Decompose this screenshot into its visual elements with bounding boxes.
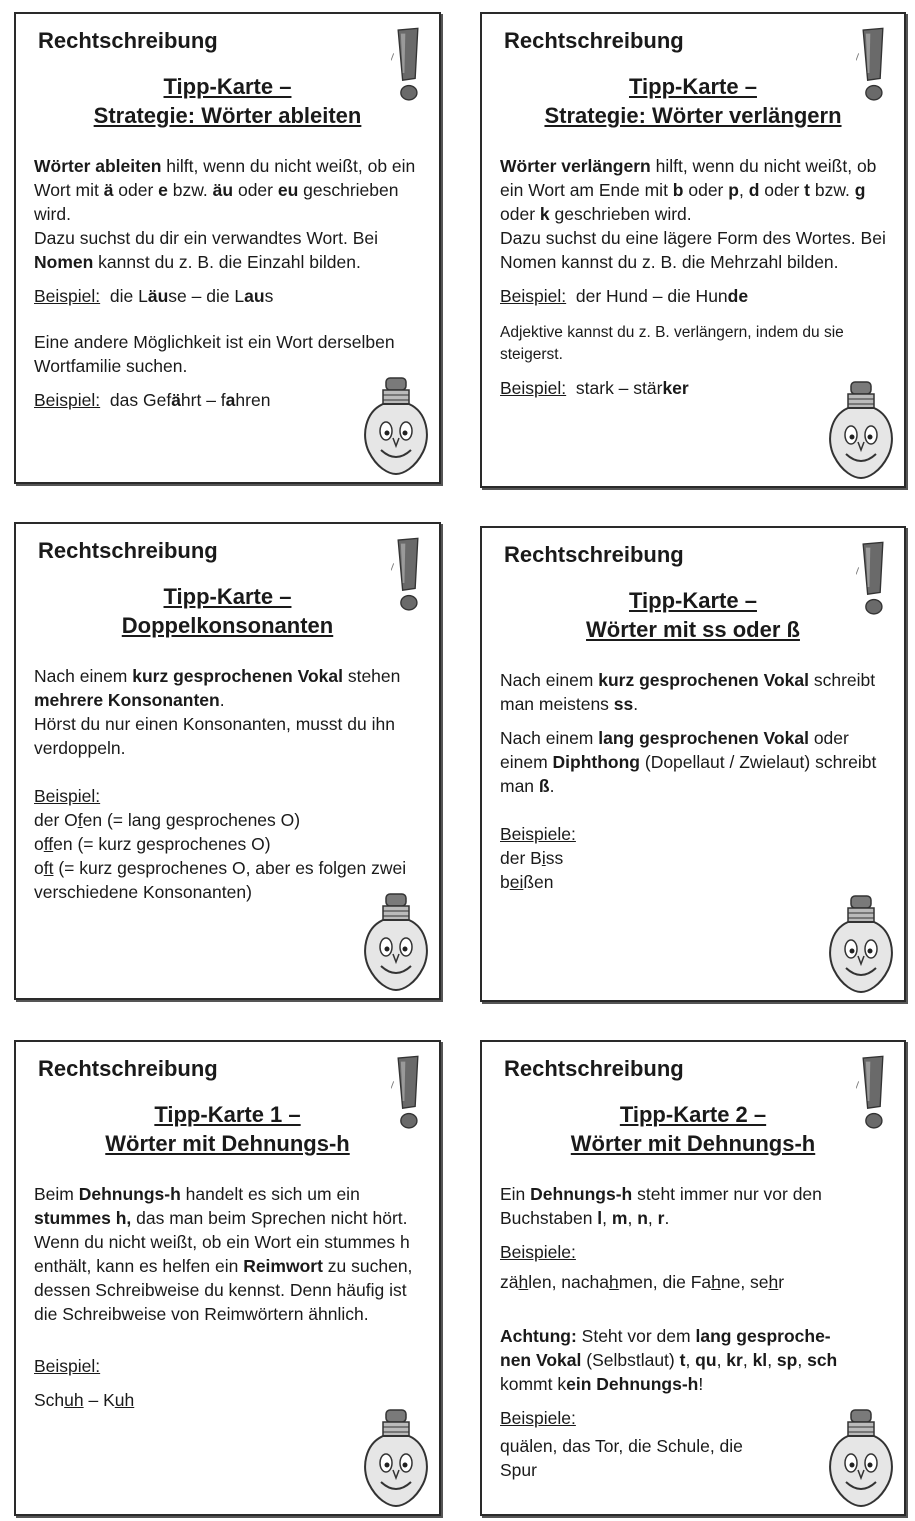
card-header: Rechtschreibung	[38, 1056, 218, 1081]
tip-card-ss-oder-sz	[480, 526, 906, 1002]
example-line: oft (= kurz gesprochenes O, aber es folgen zwei verschiedene Konsonanten)	[34, 858, 407, 902]
example: Beispiel: die Läuse – die Laus	[34, 286, 274, 306]
example-label: Beispiele:	[500, 1408, 576, 1428]
paragraph: Adjektive kannst du z. B. verlängern, indem du sie steigerst.	[500, 324, 844, 363]
example-label: Beispiel:	[34, 786, 101, 806]
example: Beispiel: der Hund – die Hunde	[500, 286, 749, 306]
example-label: Beispiele:	[500, 1242, 576, 1262]
lightbulb-face-icon	[824, 894, 898, 994]
example-line: offen (= kurz gesprochenes O)	[34, 834, 271, 854]
paragraph: Eine andere Möglichkeit ist ein Wort derselben Wortfamilie suchen.	[34, 332, 395, 376]
paragraph: Beim Dehnungs-h handelt es sich um ein stummes h, das man beim Sprechen nicht hört. Wenn du nicht weißt, ob ein Wort ein stummes h enthält, kann es helfen ein Reimwort zu suchen, dessen Schreibweise du kennst. Denn häufig ist die Schreibweise von Reimwörtern ähnlich.	[34, 1184, 413, 1324]
paragraph: Wörter ableiten hilft, wenn du nicht weißt, ob ein Wort mit ä oder e bzw. äu oder eu geschrieben wird.	[34, 156, 416, 224]
example-line: Schuh – Kuh	[34, 1390, 135, 1410]
lightbulb-face-icon	[359, 1408, 433, 1508]
lightbulb-face-icon	[359, 376, 433, 476]
example: Beispiel: das Gefährt – fahren	[34, 390, 271, 410]
card-title: Tipp-Karte 1 – Wörter mit Dehnungs-h	[105, 1102, 350, 1156]
example-label: Beispiele:	[500, 824, 576, 844]
example-label: Beispiel:	[34, 1356, 101, 1376]
lightbulb-face-icon	[824, 380, 898, 480]
card-header: Rechtschreibung	[38, 28, 218, 53]
card-title: Tipp-Karte – Wörter mit ss oder ß	[586, 588, 800, 642]
card-body	[500, 668, 886, 894]
card-header: Rechtschreibung	[504, 28, 684, 53]
card-header: Rechtschreibung	[504, 1056, 684, 1081]
example-line: quälen, das Tor, die Schule, die Spur	[500, 1436, 743, 1480]
lightbulb-face-icon	[824, 1408, 898, 1508]
card-body	[34, 664, 421, 904]
paragraph: Nach einem kurz gesprochenen Vokal stehen mehrere Konsonanten.	[34, 666, 401, 710]
example: Beispiel: stark – stärker	[500, 378, 689, 398]
card-body	[34, 1182, 421, 1412]
card-title: Tipp-Karte – Strategie: Wörter verlängern	[544, 74, 842, 128]
card-title: Tipp-Karte – Doppelkonsonanten	[121, 584, 334, 638]
paragraph: Nach einem kurz gesprochenen Vokal schreibt man meistens ss.	[500, 670, 876, 714]
card-header: Rechtschreibung	[504, 542, 684, 567]
paragraph: Dazu suchst du dir ein verwandtes Wort. Bei Nomen kannst du z. B. die Einzahl bilden.	[34, 228, 379, 272]
example-line: zählen, nachahmen, die Fahne, sehr	[500, 1272, 785, 1292]
card-title: Tipp-Karte 2 – Wörter mit Dehnungs-h	[570, 1102, 816, 1156]
paragraph: Ein Dehnungs-h steht immer nur vor den Buchstaben l, m, n, r.	[500, 1184, 822, 1228]
card-header: Rechtschreibung	[38, 538, 218, 563]
card-body	[500, 154, 886, 410]
paragraph: Hörst du nur einen Konsonanten, musst du ihn verdoppeln.	[34, 714, 395, 758]
paragraph: Wörter verlängern hilft, wenn du nicht weißt, ob ein Wort am Ende mit b oder p, d oder t bzw. g oder k geschrieben wird.	[500, 156, 877, 224]
tip-card-dehnungs-h-2	[480, 1040, 906, 1516]
warning-paragraph: Achtung: Steht vor dem lang gesproche-nen Vokal (Selbstlaut) t, qu, kr, kl, sp, sch kommt kein Dehnungs-h!	[500, 1326, 838, 1394]
paragraph: Dazu suchst du eine lägere Form des Wortes. Bei Nomen kannst du z. B. die Mehrzahl bilden.	[500, 228, 886, 272]
tip-card-woerter-verlaengern	[480, 12, 906, 488]
tip-card-doppelkonsonanten	[14, 522, 441, 1000]
example-line: der Biss	[500, 848, 564, 868]
lightbulb-face-icon	[359, 892, 433, 992]
paragraph: Nach einem lang gesprochenen Vokal oder einem Diphthong (Dopellaut / Zwielaut) schreibt man ß.	[500, 728, 877, 796]
example-line: beißen	[500, 872, 554, 892]
example-line: der Ofen (= lang gesprochenes O)	[34, 810, 301, 830]
tip-card-woerter-ableiten	[14, 12, 441, 484]
tip-card-dehnungs-h-1	[14, 1040, 441, 1516]
card-title: Tipp-Karte – Strategie: Wörter ableiten	[93, 74, 362, 128]
